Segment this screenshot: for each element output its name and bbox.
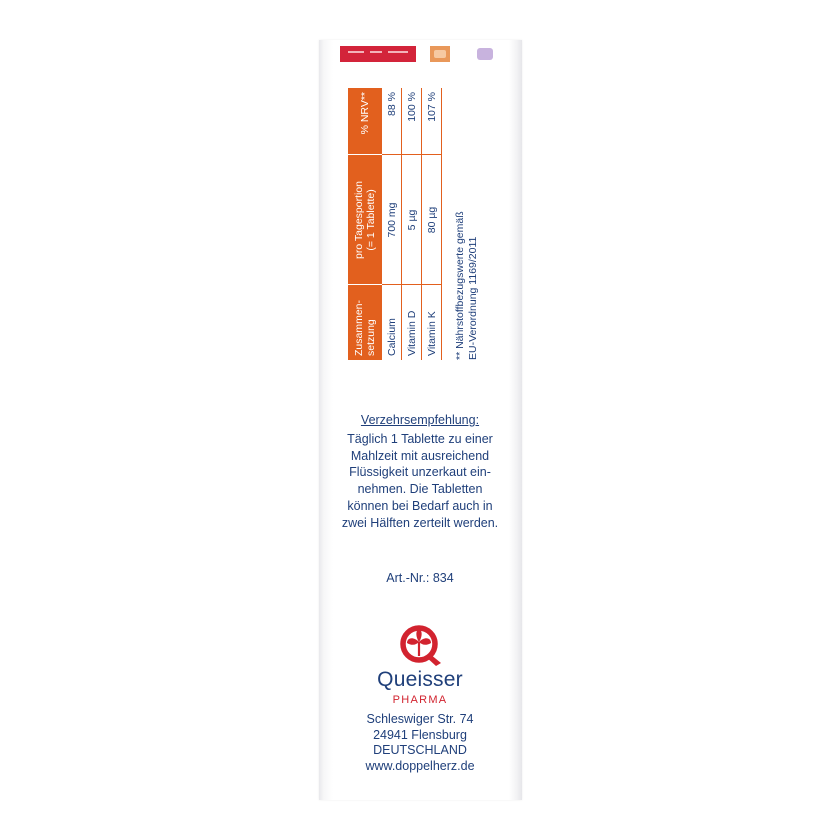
row-nrv: 100 % bbox=[402, 88, 422, 155]
dosage-title: Verzehrsempfehlung: bbox=[360, 413, 480, 427]
dosage-line: können bei Bedarf auch in bbox=[347, 498, 493, 513]
company-address bbox=[324, 712, 516, 774]
nutrition-table-rotated bbox=[348, 88, 508, 360]
row-name: Calcium bbox=[382, 285, 402, 360]
dosage-line: nehmen. Die Tabletten bbox=[357, 482, 483, 497]
website: www.doppelherz.de bbox=[365, 758, 475, 773]
top-strip-red-block bbox=[340, 46, 416, 62]
dosage-line: zwei Hälften zerteilt werden. bbox=[341, 515, 499, 530]
top-strip-orange-block bbox=[430, 46, 450, 62]
header-nrv: % NRV** bbox=[348, 88, 382, 155]
dosage-line: Flüssigkeit unzerkaut ein- bbox=[349, 465, 491, 480]
top-strip-purple-block bbox=[477, 48, 493, 60]
row-name: Vitamin K bbox=[422, 285, 442, 360]
nutrition-table-header bbox=[348, 88, 382, 360]
nrv-footnote: ** Nährstoffbezugswerte gemäß EU-Verordnung 1169/2011 bbox=[454, 211, 479, 360]
brand-name: Queisser bbox=[377, 668, 463, 691]
nutrition-table bbox=[348, 88, 442, 360]
dosage-line: Täglich 1 Tablette zu einer bbox=[347, 431, 493, 446]
address-street: Schleswiger Str. 74 bbox=[366, 712, 474, 726]
queisser-q-leaf-icon bbox=[398, 623, 442, 667]
row-name: Vitamin D bbox=[402, 285, 422, 360]
header-daily-portion: pro Tagesportion (= 1 Tablette) bbox=[348, 155, 382, 285]
address-city: 24941 Flensburg bbox=[373, 727, 467, 742]
header-composition: Zusammen- setzung bbox=[348, 285, 382, 360]
row-nrv: 107 % bbox=[422, 88, 442, 155]
address-country: DEUTSCHLAND bbox=[373, 743, 467, 757]
table-row bbox=[382, 88, 402, 360]
row-amount: 80 µg bbox=[422, 155, 442, 285]
dosage-recommendation bbox=[324, 412, 516, 532]
table-row bbox=[422, 88, 442, 360]
row-nrv: 88 % bbox=[382, 88, 402, 155]
table-row bbox=[402, 88, 422, 360]
article-number: Art.-Nr.: 834 bbox=[386, 571, 454, 585]
row-amount: 700 mg bbox=[382, 155, 402, 285]
nutrition-table-area bbox=[348, 88, 508, 360]
dosage-line: Mahlzeit mit ausreichend bbox=[350, 448, 490, 463]
brand-subtitle: PHARMA bbox=[392, 694, 448, 706]
row-amount: 5 µg bbox=[402, 155, 422, 285]
